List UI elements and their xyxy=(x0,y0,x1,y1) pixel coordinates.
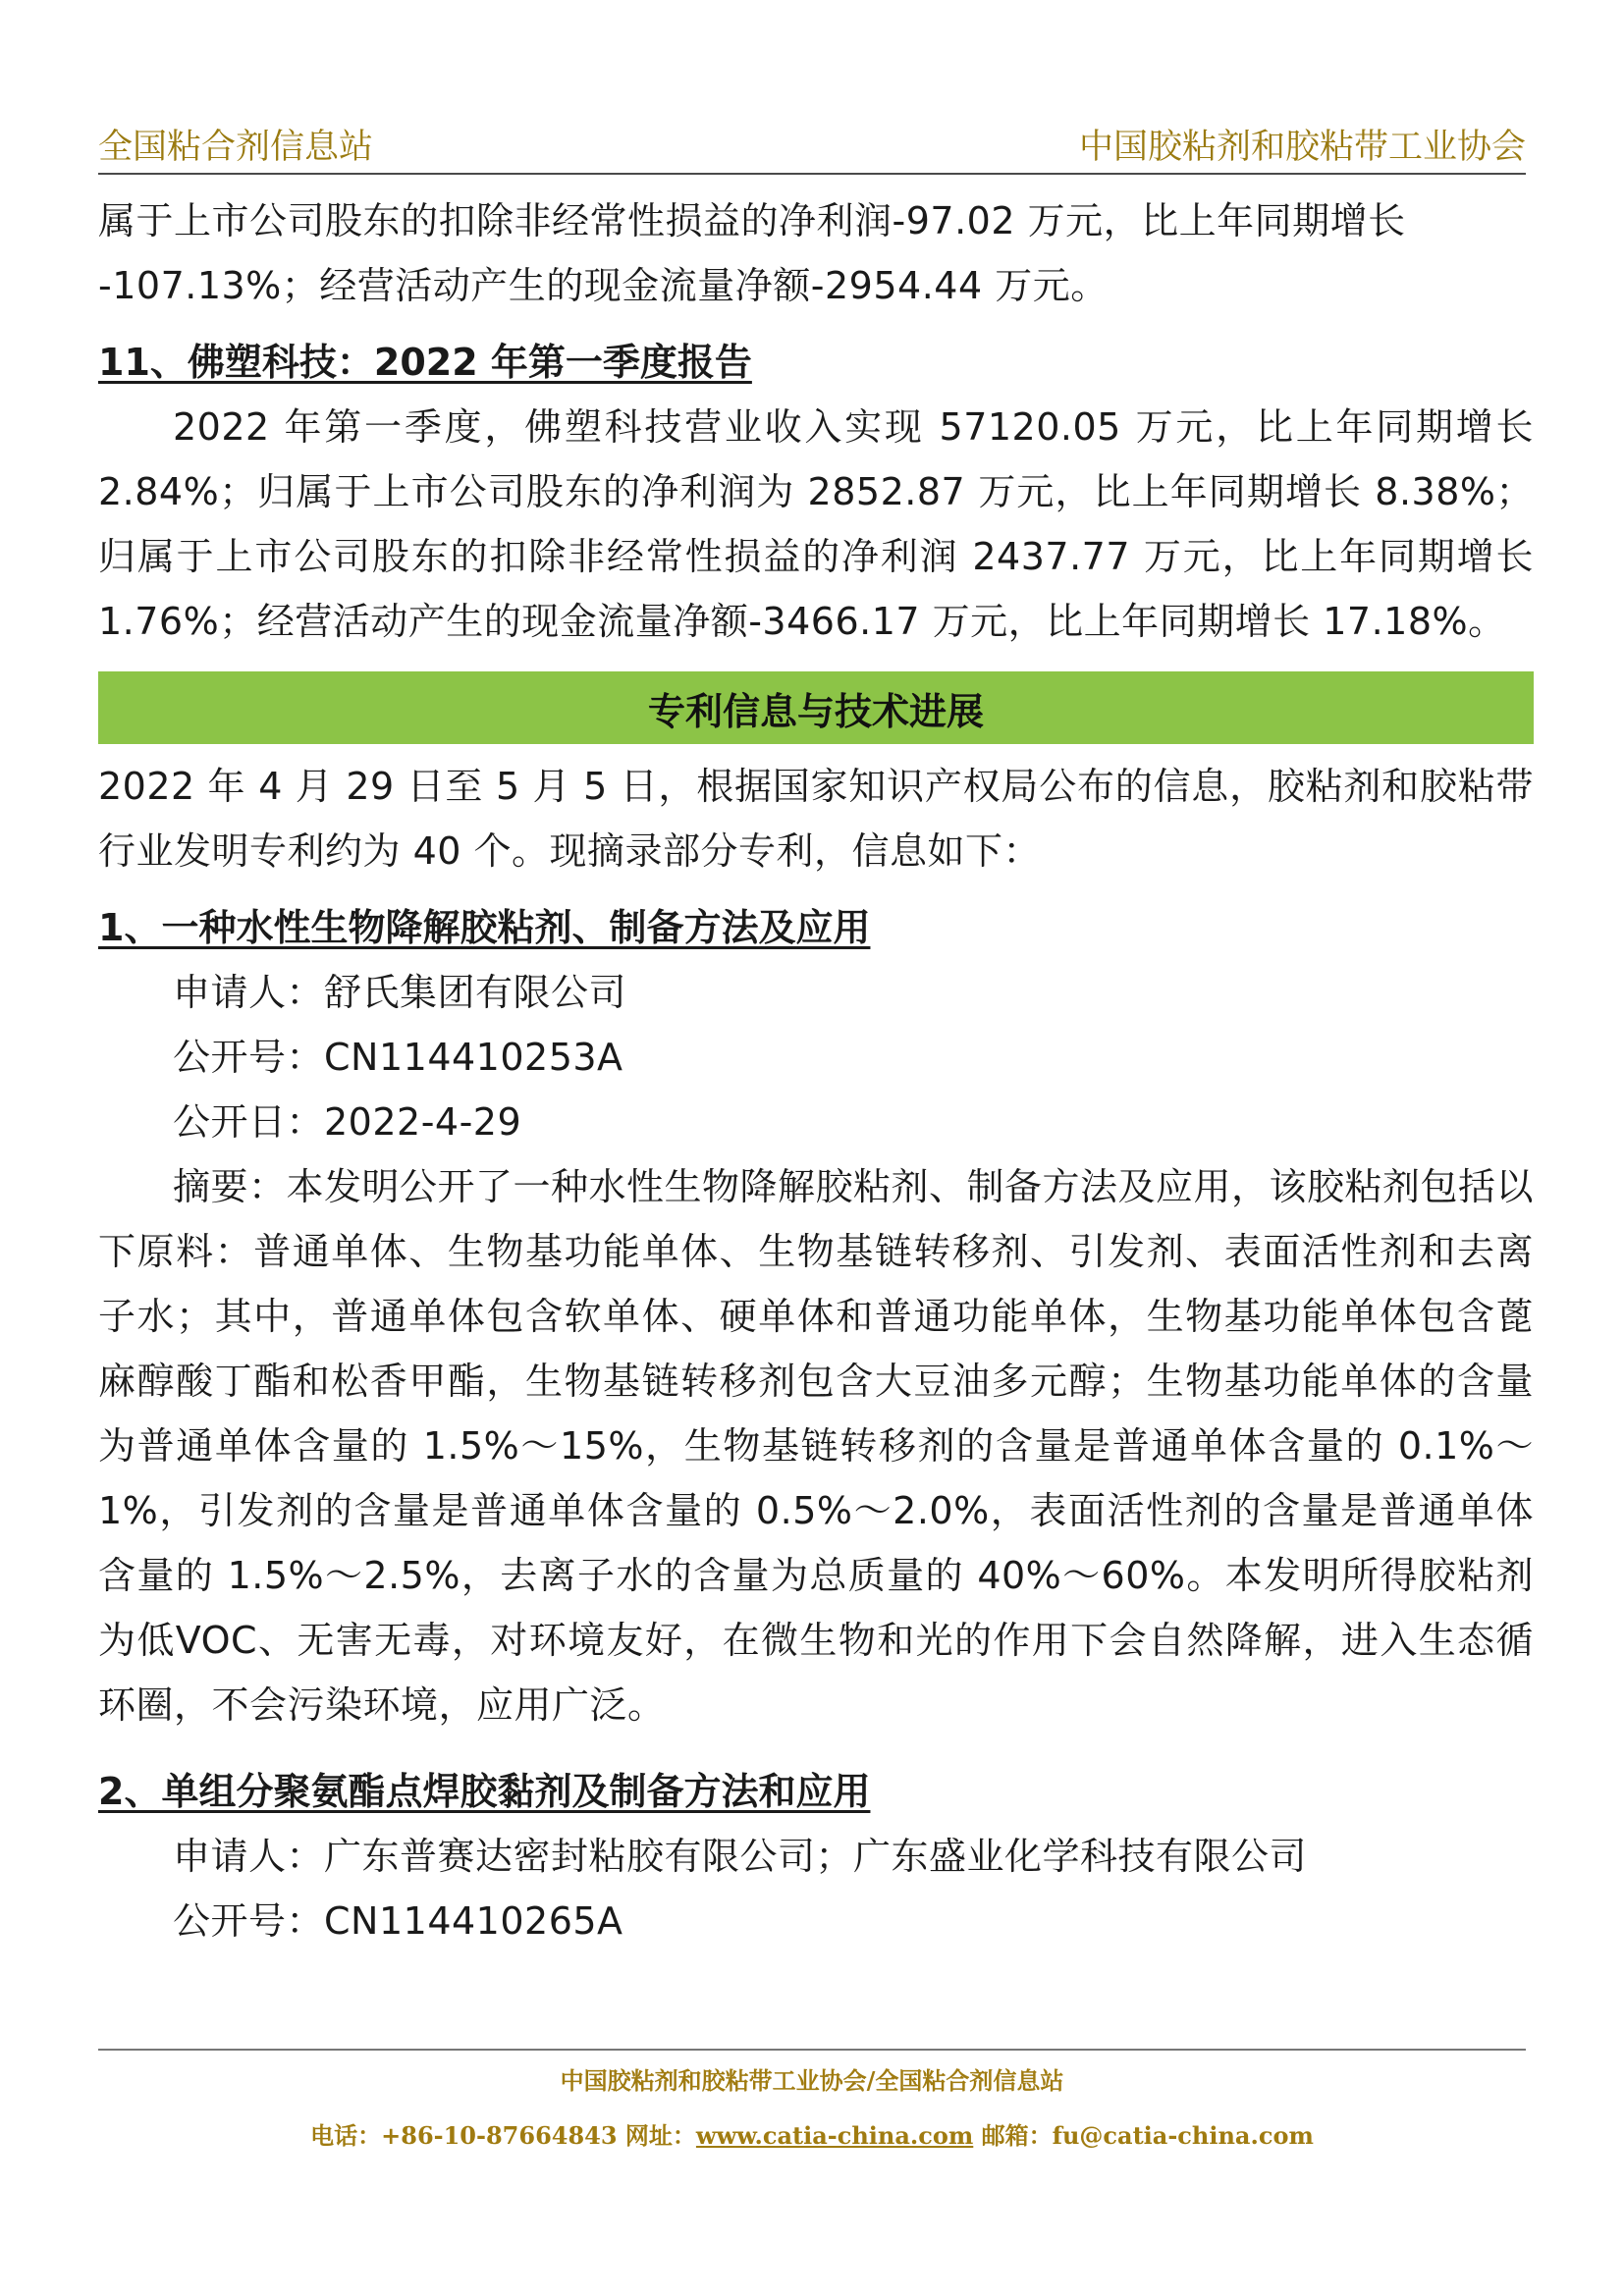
patent-2-heading-text: 2、单组分聚氨酯点焊胶黏剂及制备方法和应用 xyxy=(98,1770,871,1813)
footer-email-label: 邮箱： xyxy=(973,2121,1053,2150)
section-11-body: 2022 年第一季度，佛塑科技营业收入实现 57120.05 万元，比上年同期增长 2.84%；归属于上市公司股东的净利润为 2852.87 万元，比上年同期增长 8.38%；归属于上市公司股东的扣除非经常性损益的净利润 2437.77 万元，比上年同期增长 1.76%；经营活动产生的现金流量净额-3466.17 万元，比上年同期增长 17.18%。 xyxy=(98,405,1534,643)
page-header xyxy=(98,116,1526,175)
patent-2-applicant: 申请人：广东普赛达密封粘胶有限公司；广东盛业化学科技有限公司 xyxy=(173,1835,1308,1878)
header-right-title: 中国胶粘剂和胶粘带工业协会 xyxy=(1078,128,1526,167)
intro-line-1: 属于上市公司股东的扣除非经常性损益的净利润-97.02 万元，比上年同期增长 xyxy=(98,199,1406,242)
patent-1-pub-no: 公开号：CN114410253A xyxy=(173,1036,623,1079)
banner-title: 专利信息与技术进展 xyxy=(647,689,984,733)
intro-line-2: -107.13%；经营活动产生的现金流量净额-2954.44 万元。 xyxy=(98,264,1109,307)
main-content xyxy=(98,188,1534,1953)
patent-2-heading xyxy=(98,1759,1534,1824)
footer-divider xyxy=(98,2049,1526,2051)
footer-phone: 电话：+86-10-87664843 网址： xyxy=(310,2121,696,2150)
patent-intro: 2022 年 4 月 29 日至 5 月 5 日，根据国家知识产权局公布的信息，胶粘剂和胶粘带行业发明专利约为 40 个。现摘录部分专利，信息如下： xyxy=(98,765,1534,873)
patent-1-pub-date: 公开日：2022-4-29 xyxy=(173,1100,522,1144)
section-11-heading xyxy=(98,330,1534,395)
section-banner xyxy=(98,671,1534,744)
footer-org: 中国胶粘剂和胶粘带工业协会/全国粘合剂信息站 xyxy=(560,2066,1064,2095)
footer-email[interactable]: fu@catia-china.com xyxy=(1052,2121,1314,2150)
patent-1-heading xyxy=(98,895,1534,960)
footer-contact xyxy=(0,2116,1624,2151)
patent-1-applicant: 申请人：舒氏集团有限公司 xyxy=(173,971,627,1014)
patent-1-abstract: 摘要：本发明公开了一种水性生物降解胶粘剂、制备方法及应用，该胶粘剂包括以下原料：普通单体、生物基功能单体、生物基链转移剂、引发剂、表面活性剂和去离子水；其中，普通单体包含软单体、硬单体和普通功能单体，生物基功能单体包含蓖麻醇酸丁酯和松香甲酯，生物基链转移剂包含大豆油多元醇；生物基功能单体的含量为普通单体含量的 1.5%～15%，生物基链转移剂的含量是普通单体含量的 0.1%～1%，引发剂的含量是普通单体含量的 0.5%～2.0%，表面活性剂的含量是普通单体含量的 1.5%～2.5%，去离子水的含量为总质量的 40%～60%。本发明所得胶粘剂为低VOC、无害无毒，对环境友好，在微生物和光的作用下会自然降解，进入生态循环圈，不会污染环境，应用广泛。 xyxy=(98,1165,1535,1727)
patent-1-heading-text: 1、一种水性生物降解胶粘剂、制备方法及应用 xyxy=(98,906,871,949)
header-left-title: 全国粘合剂信息站 xyxy=(98,128,374,167)
patent-2-pub-no: 公开号：CN114410265A xyxy=(173,1899,623,1943)
footer-website-link[interactable]: www.catia-china.com xyxy=(695,2121,974,2150)
section-11-heading-text: 11、佛塑科技：2022 年第一季度报告 xyxy=(98,341,752,384)
